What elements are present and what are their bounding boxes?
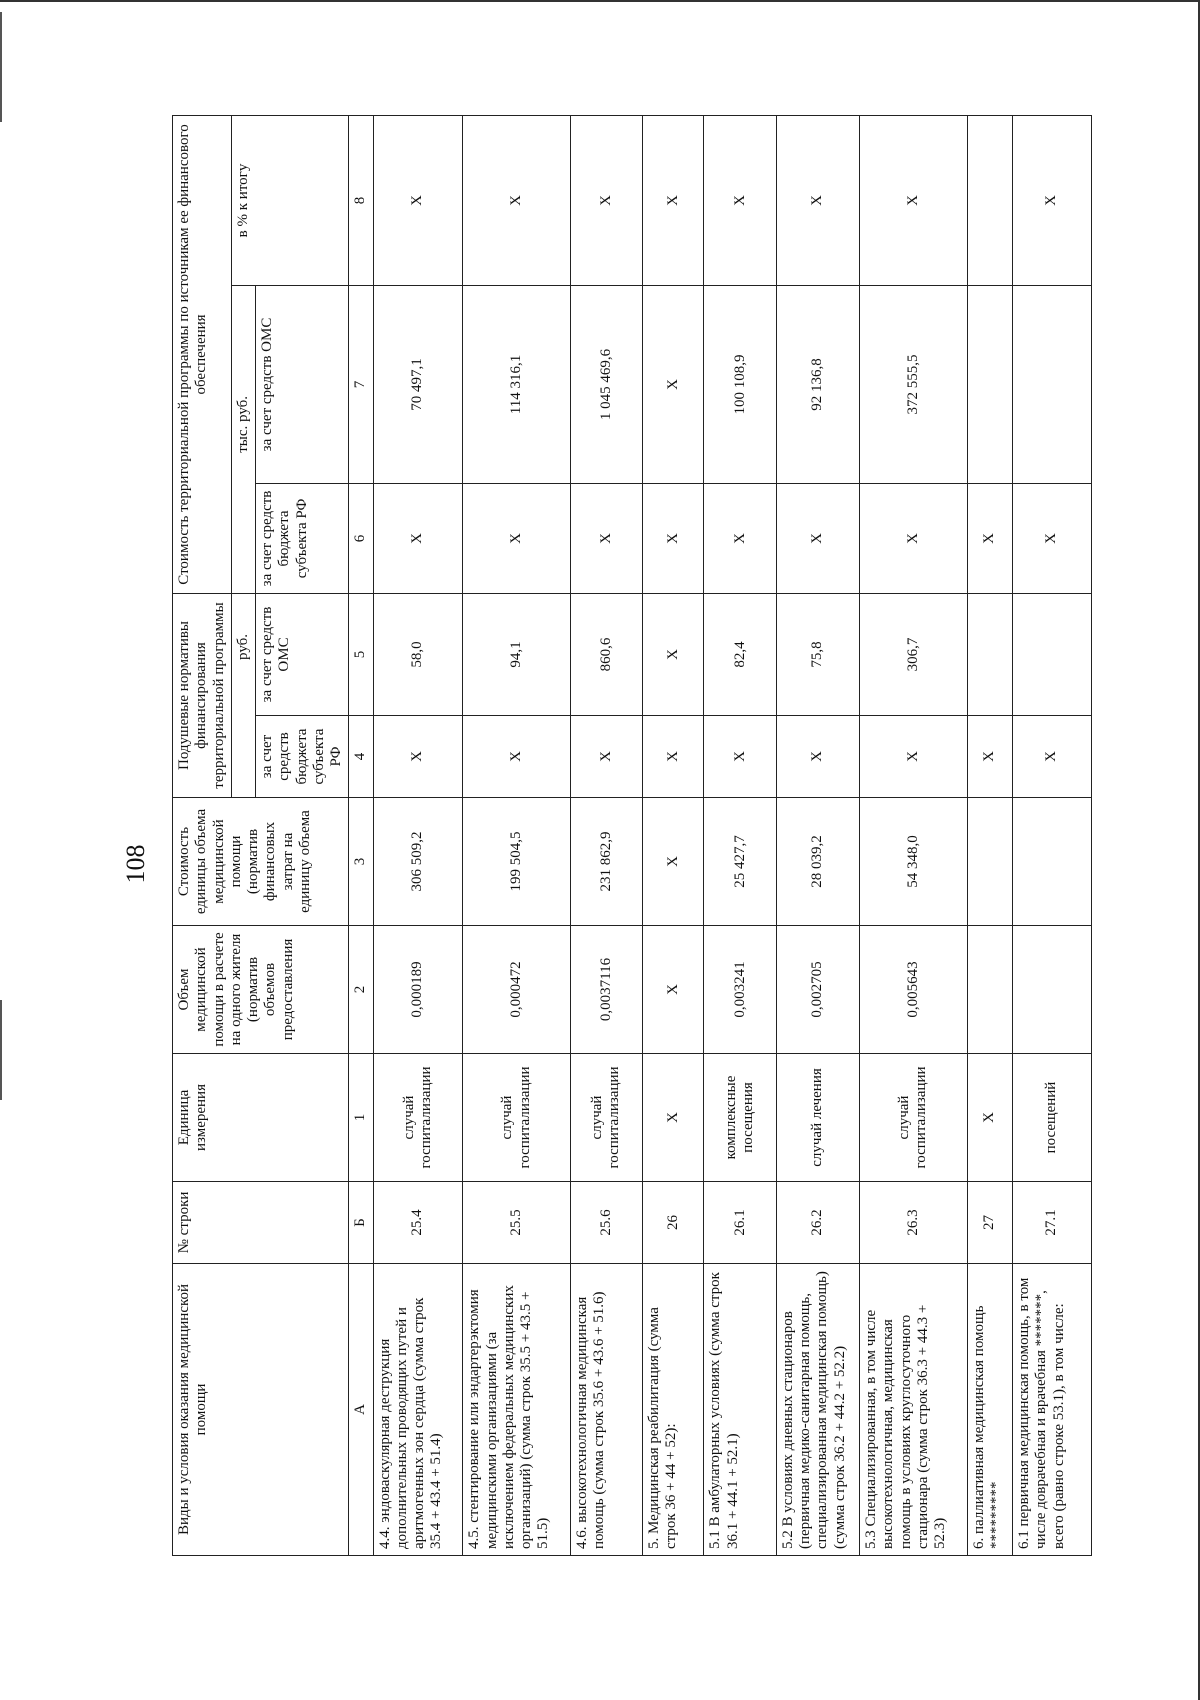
row-budget-total-cell: Х [463, 483, 570, 593]
column-number: 3 [349, 798, 373, 926]
row-unit-cell: случай госпитализации [860, 1054, 967, 1182]
header-col-7: за счет средств ОМС [256, 285, 349, 483]
rotated-table-inner [172, 116, 1092, 1556]
rotated-table-wrapper [172, 116, 1092, 1556]
table-row [373, 115, 463, 1555]
row-volume-cell: 0,003241 [704, 926, 776, 1054]
row-percent-cell: Х [1013, 115, 1092, 285]
row-oms-per-capita-cell [1013, 593, 1092, 715]
row-line-number-cell: 27 [967, 1182, 1012, 1264]
row-budget-per-capita-cell: Х [776, 716, 859, 798]
row-unit-cell: комплексные посещения [704, 1054, 776, 1182]
row-unit-cell: Х [643, 1054, 704, 1182]
table-row [860, 115, 967, 1555]
table-body [373, 115, 1092, 1555]
row-unit-cell: случай лечения [776, 1054, 859, 1182]
row-oms-total-cell: Х [643, 285, 704, 483]
header-col-5: за счет средств ОМС [256, 593, 349, 715]
row-oms-total-cell: 92 136,8 [776, 285, 859, 483]
table-row [704, 115, 776, 1555]
row-oms-total-cell: 100 108,9 [704, 285, 776, 483]
row-budget-total-cell: Х [570, 483, 642, 593]
row-oms-per-capita-cell [967, 593, 1012, 715]
row-oms-total-cell [1013, 285, 1092, 483]
column-number: 4 [349, 716, 373, 798]
row-volume-cell: 0,0037116 [570, 926, 642, 1054]
row-oms-per-capita-cell: Х [643, 593, 704, 715]
row-percent-cell: Х [860, 115, 967, 285]
row-percent-cell [967, 115, 1012, 285]
row-volume-cell: 0,000472 [463, 926, 570, 1054]
row-budget-per-capita-cell: Х [967, 716, 1012, 798]
row-unit-cell: случай госпитализации [373, 1054, 463, 1182]
header-program-cost: Стоимость территориальной программы по источникам ее финансового обеспечения [173, 115, 232, 593]
row-oms-total-cell: 1 045 469,6 [570, 285, 642, 483]
row-line-number-cell: 26.2 [776, 1182, 859, 1264]
row-percent-cell: Х [570, 115, 642, 285]
row-name-cell: 6. паллиативная медицинская помощь ********* [967, 1264, 1012, 1556]
row-volume-cell: 0,002705 [776, 926, 859, 1054]
table-row [643, 115, 704, 1555]
row-line-number-cell: 25.4 [373, 1182, 463, 1264]
row-volume-cell: 0,005643 [860, 926, 967, 1054]
row-unit-cell: случай госпитализации [570, 1054, 642, 1182]
table-row [463, 115, 570, 1555]
row-oms-total-cell: 372 555,5 [860, 285, 967, 483]
row-percent-cell: Х [776, 115, 859, 285]
header-col-a: Виды и условия оказания медицинской помощи [173, 1264, 349, 1556]
row-budget-per-capita-cell: Х [373, 716, 463, 798]
table-row [1013, 115, 1092, 1555]
row-cost-cell: 306 509,2 [373, 798, 463, 926]
row-budget-total-cell: Х [643, 483, 704, 593]
row-cost-cell: 231 862,9 [570, 798, 642, 926]
row-budget-total-cell: Х [704, 483, 776, 593]
row-line-number-cell: 27.1 [1013, 1182, 1092, 1264]
header-per-capita: Подушевые нормативы финансирования территориальной программы [173, 593, 232, 797]
row-line-number-cell: 26 [643, 1182, 704, 1264]
header-col-6: за счет средств бюджета субъекта РФ [256, 483, 349, 593]
page-border-left [0, 12, 2, 122]
row-name-cell: 5.1 В амбулаторных условиях (сумма строк 36.1 + 44.1 + 52.1) [704, 1264, 776, 1556]
row-name-cell: 6.1 первичная медицинская помощь, в том числе доврачебная и врачебная *******, всего (равно строке 53.1), в том числе: [1013, 1264, 1092, 1556]
row-budget-per-capita-cell: Х [463, 716, 570, 798]
header-col-4: за счет средств бюджета субъекта РФ [256, 716, 349, 798]
page-number: 108 [121, 844, 150, 884]
row-name-cell: 5. Медицинская реабилитация (сумма строк 36 + 44 + 52): [643, 1264, 704, 1556]
row-budget-total-cell: Х [967, 483, 1012, 593]
row-oms-total-cell [967, 285, 1012, 483]
row-unit-cell: Х [967, 1054, 1012, 1182]
row-cost-cell: 199 504,5 [463, 798, 570, 926]
column-number: Б [349, 1182, 373, 1264]
header-thousand-rub-unit: тыс. руб. [231, 285, 255, 593]
row-volume-cell: 0,000189 [373, 926, 463, 1054]
row-budget-per-capita-cell: Х [704, 716, 776, 798]
column-number: 7 [349, 285, 373, 483]
row-oms-per-capita-cell: 82,4 [704, 593, 776, 715]
column-number: 5 [349, 593, 373, 715]
row-oms-total-cell: 114 316,1 [463, 285, 570, 483]
row-name-cell: 5.2 В условиях дневных стационаров (первичная медико-санитарная помощь, специализированная медицинская помощь) (сумма строк 36.2 + 44.2 + 52.2) [776, 1264, 859, 1556]
row-budget-total-cell: Х [373, 483, 463, 593]
column-number: 8 [349, 115, 373, 285]
header-col-3: Стоимость единицы объема медицинской помощи (норматив финансовых затрат на единицу объема [173, 798, 349, 926]
page-border-top [0, 0, 1200, 2]
header-rub-unit: руб. [231, 593, 255, 797]
row-oms-per-capita-cell: 94,1 [463, 593, 570, 715]
row-unit-cell: посещений [1013, 1054, 1092, 1182]
row-cost-cell: 25 427,7 [704, 798, 776, 926]
row-name-cell: 5.3 Специализированная, в том числе высокотехнологичная, медицинская помощь в условиях круглосуточного стационара (сумма строк 36.3 + 44.3 + 52.3) [860, 1264, 967, 1556]
table-row [967, 115, 1012, 1555]
table-row [776, 115, 859, 1555]
row-budget-total-cell: Х [1013, 483, 1092, 593]
row-budget-per-capita-cell: Х [860, 716, 967, 798]
row-budget-per-capita-cell: Х [1013, 716, 1092, 798]
row-percent-cell: Х [704, 115, 776, 285]
row-volume-cell [1013, 926, 1092, 1054]
page-border-left [0, 1000, 2, 1100]
row-percent-cell: Х [643, 115, 704, 285]
row-name-cell: 4.6. высокотехнологичная медицинская помощь (сумма строк 35.6 + 43.6 + 51.6) [570, 1264, 642, 1556]
header-col-1: Единица измерения [173, 1054, 349, 1182]
column-number: А [349, 1264, 373, 1556]
header-col-b: № строки [173, 1182, 349, 1264]
row-volume-cell [967, 926, 1012, 1054]
financing-table [172, 115, 1092, 1556]
row-budget-per-capita-cell: Х [643, 716, 704, 798]
column-number: 6 [349, 483, 373, 593]
header-col-8: в % к итогу [231, 115, 349, 285]
row-cost-cell: 28 039,2 [776, 798, 859, 926]
row-line-number-cell: 26.1 [704, 1182, 776, 1264]
row-name-cell: 4.4. эндоваскулярная деструкция дополнительных проводящих путей и аритмогенных зон сердца (сумма строк 35.4 + 43.4 + 51.4) [373, 1264, 463, 1556]
row-percent-cell: Х [373, 115, 463, 285]
row-oms-per-capita-cell: 860,6 [570, 593, 642, 715]
row-line-number-cell: 25.5 [463, 1182, 570, 1264]
row-unit-cell: случай госпитализации [463, 1054, 570, 1182]
row-name-cell: 4.5. стентирование или эндартерэктомия медицинскими организациями (за исключением федеральных медицинских организаций) (сумма строк 35.5 + 43.5 + 51.5) [463, 1264, 570, 1556]
row-budget-total-cell: Х [776, 483, 859, 593]
row-oms-total-cell: 70 497,1 [373, 285, 463, 483]
row-oms-per-capita-cell: 58,0 [373, 593, 463, 715]
row-line-number-cell: 26.3 [860, 1182, 967, 1264]
column-number: 2 [349, 926, 373, 1054]
table-row [570, 115, 642, 1555]
row-cost-cell [967, 798, 1012, 926]
row-volume-cell: Х [643, 926, 704, 1054]
row-budget-total-cell: Х [860, 483, 967, 593]
column-number: 1 [349, 1054, 373, 1182]
row-line-number-cell: 25.6 [570, 1182, 642, 1264]
row-percent-cell: Х [463, 115, 570, 285]
row-cost-cell: 54 348,0 [860, 798, 967, 926]
row-cost-cell [1013, 798, 1092, 926]
header-col-2: Объем медицинской помощи в расчете на одного жителя (норматив объемов предоставления [173, 926, 349, 1054]
row-oms-per-capita-cell: 75,8 [776, 593, 859, 715]
row-cost-cell: Х [643, 798, 704, 926]
row-oms-per-capita-cell: 306,7 [860, 593, 967, 715]
row-budget-per-capita-cell: Х [570, 716, 642, 798]
